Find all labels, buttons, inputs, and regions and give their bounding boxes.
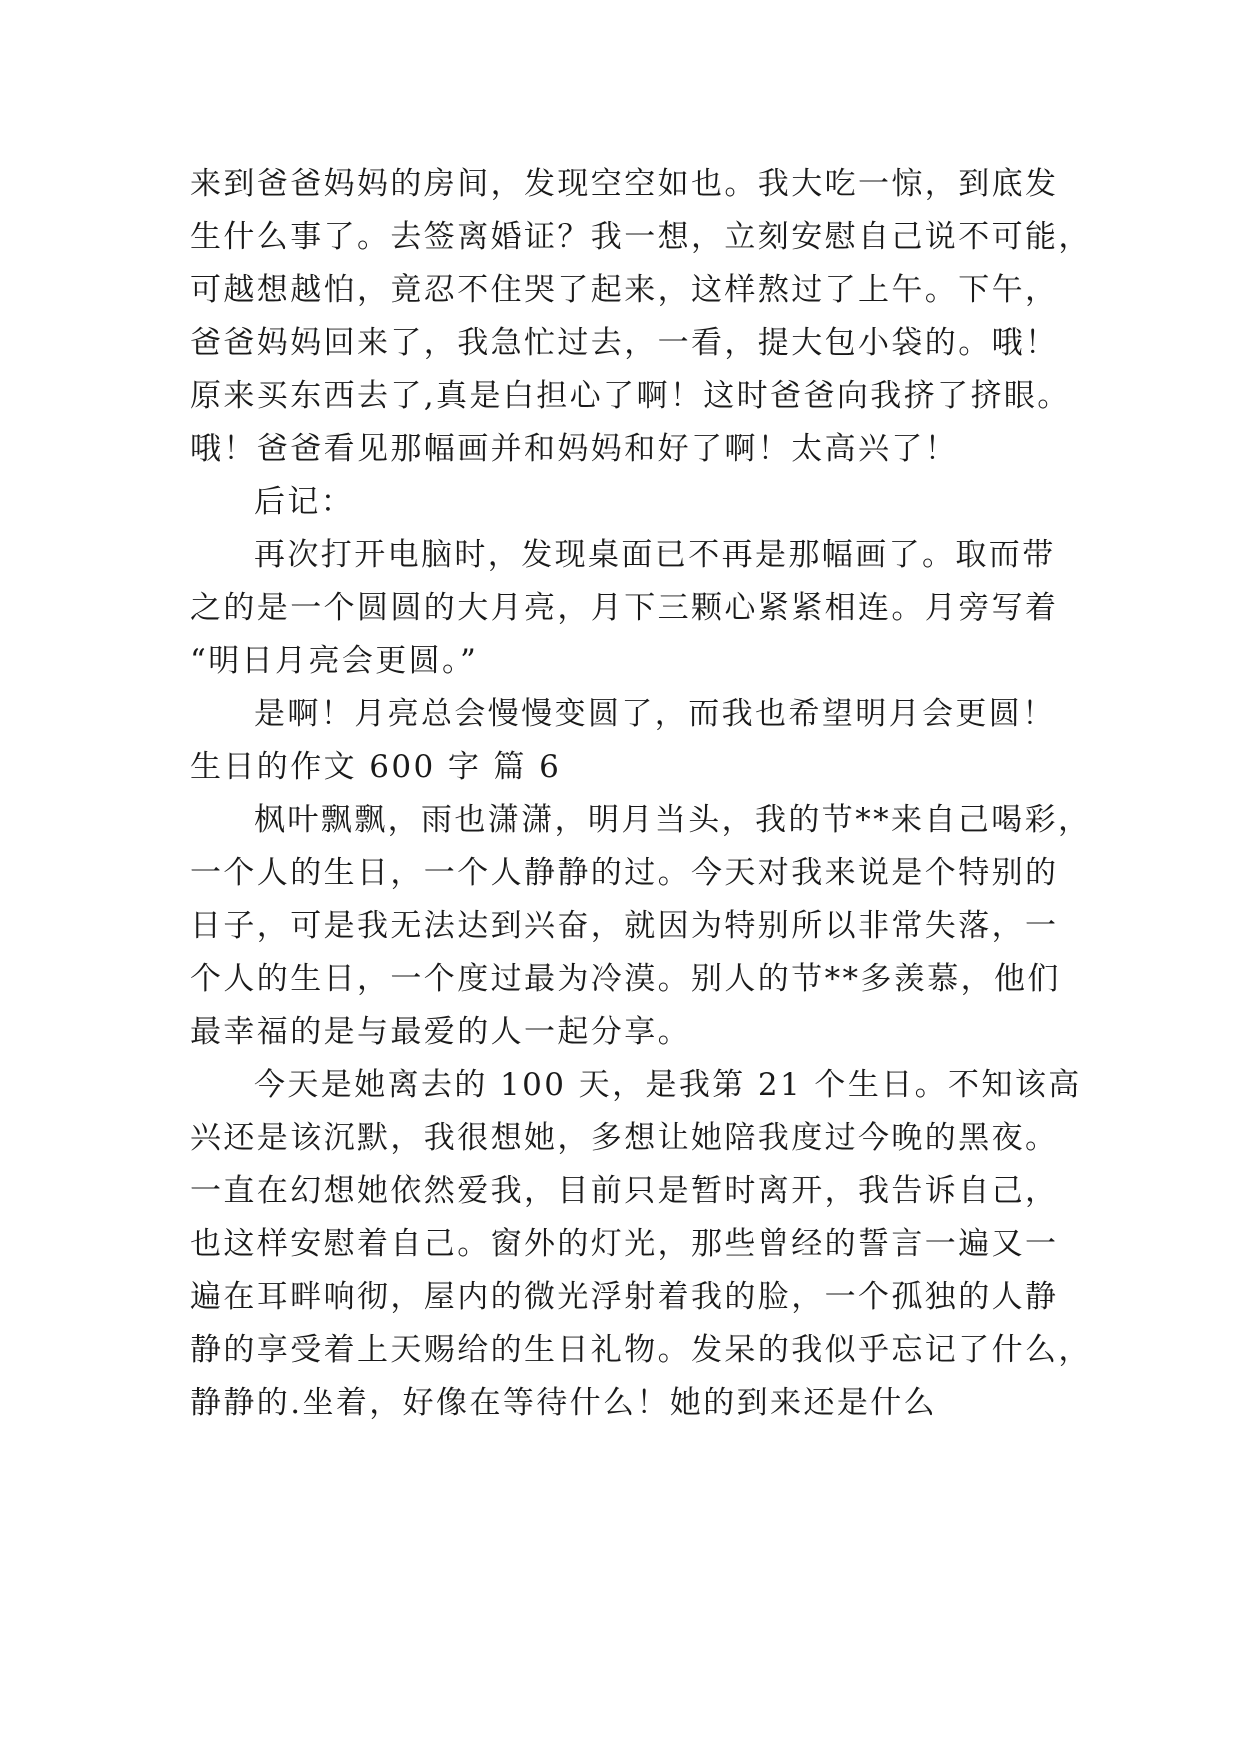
essay-text xyxy=(190,158,1092,1430)
text-line: 来到爸爸妈妈的房间，发现空空如也。我大吃一惊，到底发 xyxy=(190,166,1059,202)
text-line: 静的享受着上天赐给的生日礼物。发呆的我似乎忘记了什么， xyxy=(190,1332,1092,1368)
text-line: 一直在幻想她依然爱我，目前只是暂时离开，我告诉自己， xyxy=(190,1173,1059,1209)
paragraph-start: 是啊！月亮总会慢慢变圆了，而我也希望明月会更圆！ xyxy=(254,696,1056,732)
paragraph-start: 再次打开电脑时，发现桌面已不再是那幅画了。取而带 xyxy=(254,537,1056,573)
text-line: 哦！爸爸看见那幅画并和妈妈和好了啊！太高兴了！ xyxy=(190,431,959,467)
text-line: 一个人的生日，一个人静静的过。今天对我来说是个特别的 xyxy=(190,855,1059,891)
section-heading-postscript: 后记： xyxy=(254,484,355,520)
text-line: 可越想越怕，竟忍不住哭了起来，这样熬过了上午。下午， xyxy=(190,272,1059,308)
text-line: “明日月亮会更圆。” xyxy=(190,643,479,679)
paragraph-start: 枫叶飘飘，雨也潇潇，明月当头，我的节**来自己喝彩， xyxy=(254,802,1092,838)
text-line: 也这样安慰着自己。窗外的灯光，那些曾经的誓言一遍又一 xyxy=(190,1226,1059,1262)
text-line: 兴还是该沉默，我很想她，多想让她陪我度过今晚的黑夜。 xyxy=(190,1120,1059,1156)
text-line: 静静的.坐着，好像在等待什么！她的到来还是什么 xyxy=(190,1385,938,1421)
text-line: 原来买东西去了,真是白担心了啊！这时爸爸向我挤了挤眼。 xyxy=(190,378,1071,414)
paragraph-start: 今天是她离去的 100 天，是我第 21 个生日。不知该高 xyxy=(254,1067,1082,1103)
text-line: 生什么事了。去签离婚证？我一想，立刻安慰自己说不可能， xyxy=(190,219,1092,255)
text-line: 之的是一个圆圆的大月亮，月下三颗心紧紧相连。月旁写着 xyxy=(190,590,1059,626)
text-line: 最幸福的是与最爱的人一起分享。 xyxy=(190,1014,691,1050)
text-line: 个人的生日，一个度过最为冷漠。别人的节**多羡慕，他们 xyxy=(190,961,1061,997)
essay-title: 生日的作文 600 字 篇 6 xyxy=(190,749,562,785)
text-line: 遍在耳畔响彻，屋内的微光浮射着我的脸，一个孤独的人静 xyxy=(190,1279,1059,1315)
text-line: 日子，可是我无法达到兴奋，就因为特别所以非常失落，一 xyxy=(190,908,1059,944)
text-line: 爸爸妈妈回来了，我急忙过去，一看，提大包小袋的。哦！ xyxy=(190,325,1059,361)
